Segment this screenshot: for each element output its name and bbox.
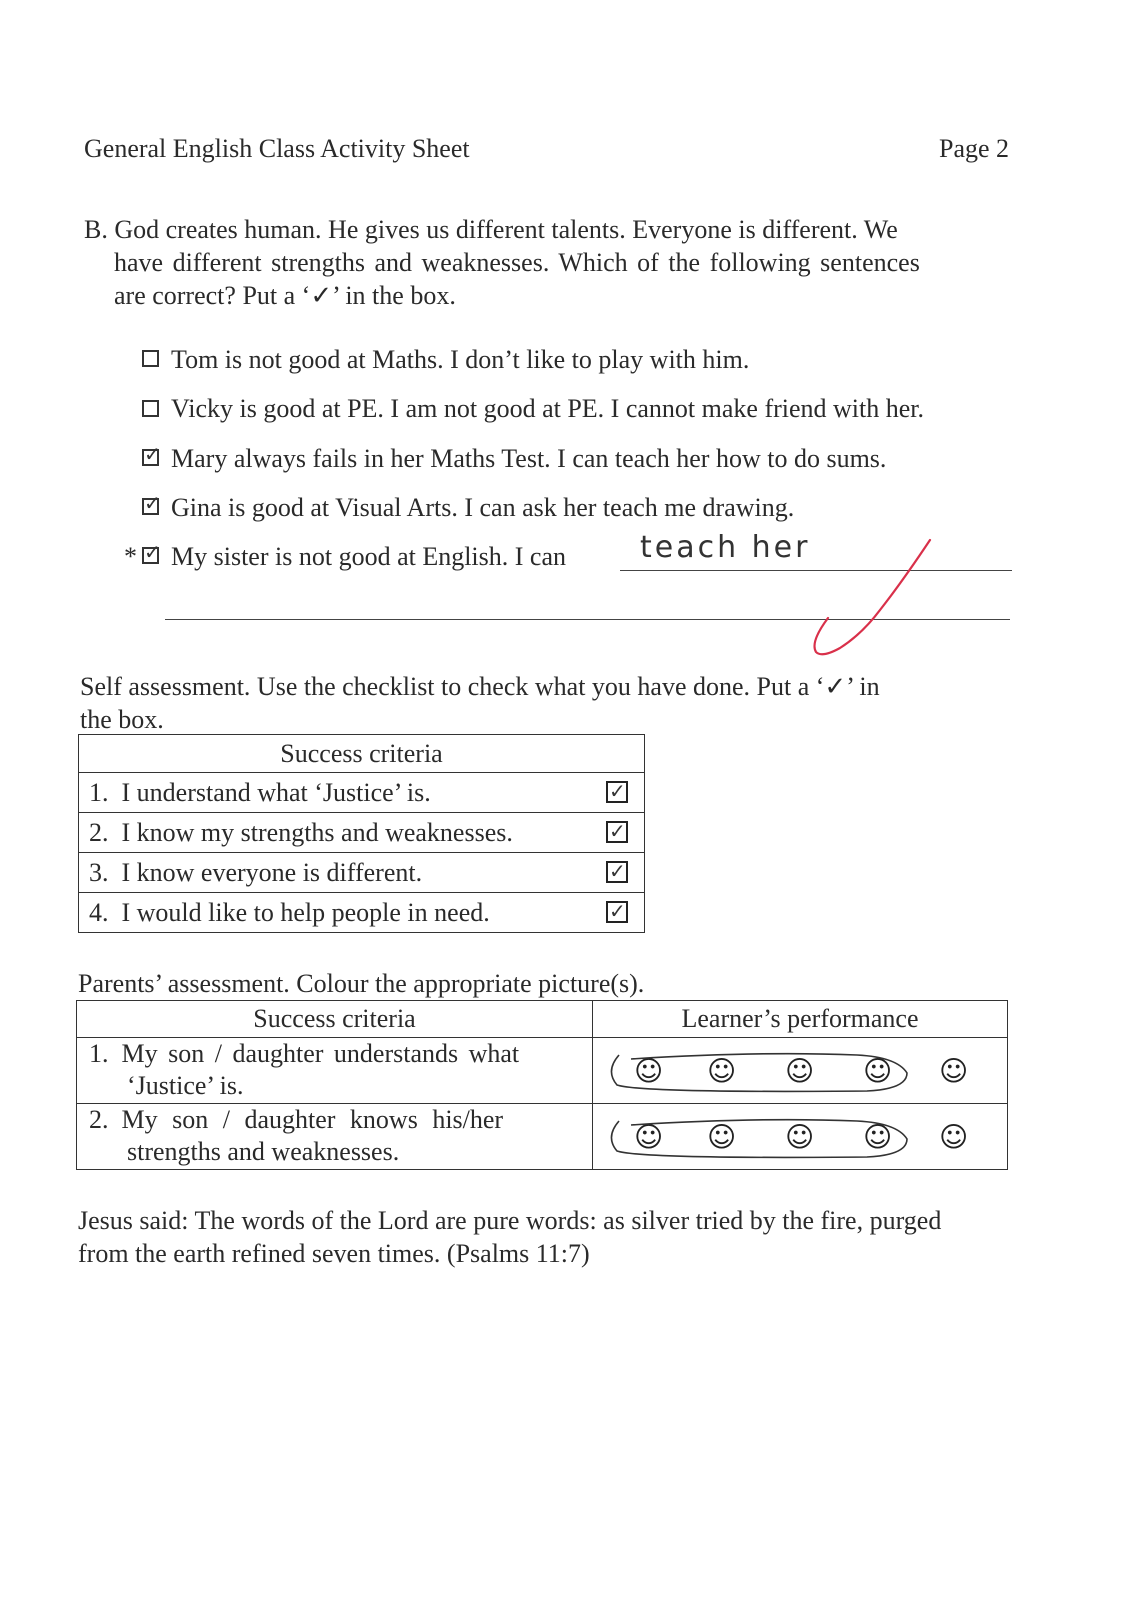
- smiley-icon[interactable]: ☺: [785, 1120, 815, 1153]
- item-checkbox-2[interactable]: [142, 400, 159, 417]
- row-number: 1.: [89, 1039, 109, 1068]
- check-mark-icon: ✓: [609, 781, 626, 803]
- row-text: I understand what ‘Justice’ is.: [121, 777, 431, 807]
- selection-oval: [601, 1041, 925, 1101]
- self-check-box-2[interactable]: [606, 821, 628, 843]
- item-text-4: Gina is good at Visual Arts. I can ask her teach me drawing.: [171, 493, 795, 522]
- performance-rating-cell: [593, 1038, 1008, 1104]
- self-check-box-1[interactable]: [606, 781, 628, 803]
- smiley-icon[interactable]: ☺: [707, 1120, 737, 1153]
- table-row: [79, 773, 645, 813]
- smiley-icon[interactable]: ☺: [634, 1120, 664, 1153]
- row-number: 1.: [89, 777, 109, 807]
- parents-assessment-instruction: Parents’ assessment. Colour the appropriate picture(s).: [78, 969, 645, 998]
- smiley-icon[interactable]: ☺: [634, 1054, 664, 1087]
- table-row: [77, 1038, 1008, 1104]
- smiley-icon[interactable]: ☺: [785, 1054, 815, 1087]
- smiley-icon[interactable]: ☺: [707, 1054, 737, 1087]
- star-marker: *: [124, 542, 137, 571]
- smiley-icon[interactable]: ☺: [939, 1054, 969, 1087]
- self-assessment-instruction-2: the box.: [80, 705, 164, 734]
- smiley-icon[interactable]: ☺: [939, 1120, 969, 1153]
- smiley-icon[interactable]: ☺: [863, 1054, 893, 1087]
- check-mark-icon: ✓: [609, 821, 626, 843]
- teacher-tick-mark: [800, 530, 950, 660]
- row-number: 2.: [89, 1105, 109, 1134]
- section-b-intro-line-2: have different strengths and weaknesses. Which of the following sentences: [114, 248, 920, 277]
- check-mark-icon: ✓: [609, 901, 626, 923]
- item-checkbox-4[interactable]: [142, 493, 161, 515]
- criteria-text-line-1: My son / daughter understands what: [121, 1039, 520, 1068]
- criteria-column-header: Success criteria: [77, 1001, 593, 1038]
- item-text-3: Mary always fails in her Maths Test. I can teach her how to do sums.: [171, 444, 887, 473]
- handwritten-answer: teach her: [640, 530, 811, 565]
- table-row: [79, 893, 645, 933]
- performance-column-header: Learner’s performance: [593, 1001, 1008, 1038]
- self-check-box-3[interactable]: [606, 861, 628, 883]
- row-number: 3.: [89, 857, 109, 887]
- table-row: [77, 1104, 1008, 1170]
- item-checkbox-1[interactable]: [142, 350, 159, 367]
- quote-line-1: Jesus said: The words of the Lord are pure words: as silver tried by the fire, purged: [78, 1206, 942, 1235]
- row-text: I would like to help people in need.: [121, 897, 490, 927]
- check-mark-icon: ✓: [144, 493, 161, 515]
- item-text-2: Vicky is good at PE. I am not good at PE. I cannot make friend with her.: [171, 394, 925, 423]
- table-row: [79, 813, 645, 853]
- item-checkbox-3[interactable]: [142, 444, 161, 466]
- self-check-box-4[interactable]: [606, 901, 628, 923]
- section-b-intro-line-3: are correct? Put a ‘✓’ in the box.: [114, 281, 456, 310]
- sheet-title: General English Class Activity Sheet: [84, 134, 470, 163]
- quote-line-2: from the earth refined seven times. (Psalms 11:7): [78, 1239, 590, 1268]
- table-row: [79, 853, 645, 893]
- self-assessment-table: [78, 734, 645, 933]
- item-text-5: My sister is not good at English. I can: [171, 542, 567, 571]
- criteria-text-line-2: strengths and weaknesses.: [127, 1137, 400, 1166]
- parents-assessment-table: [76, 1000, 1008, 1170]
- selection-oval: [601, 1107, 925, 1167]
- row-text: I know my strengths and weaknesses.: [121, 817, 513, 847]
- criteria-text-line-2: ‘Justice’ is.: [127, 1071, 244, 1100]
- self-assessment-header: Success criteria: [79, 735, 645, 773]
- row-number: 2.: [89, 817, 109, 847]
- item-checkbox-5[interactable]: [142, 542, 161, 564]
- performance-rating-cell: [593, 1104, 1008, 1170]
- check-mark-icon: ✓: [144, 444, 161, 466]
- criteria-text-line-1: My son / daughter knows his/her: [121, 1105, 504, 1134]
- check-mark-icon: ✓: [144, 542, 161, 564]
- row-number: 4.: [89, 897, 109, 927]
- self-assessment-instruction-1: Self assessment. Use the checklist to check what you have done. Put a ‘✓’ in: [80, 672, 880, 701]
- row-text: I know everyone is different.: [121, 857, 423, 887]
- smiley-icon[interactable]: ☺: [863, 1120, 893, 1153]
- item-text-1: Tom is not good at Maths. I don’t like to play with him.: [171, 345, 750, 374]
- section-b-intro-line-1: B. God creates human. He gives us different talents. Everyone is different. We: [84, 215, 898, 244]
- check-mark-icon: ✓: [609, 861, 626, 883]
- page-number: Page 2: [939, 134, 1010, 163]
